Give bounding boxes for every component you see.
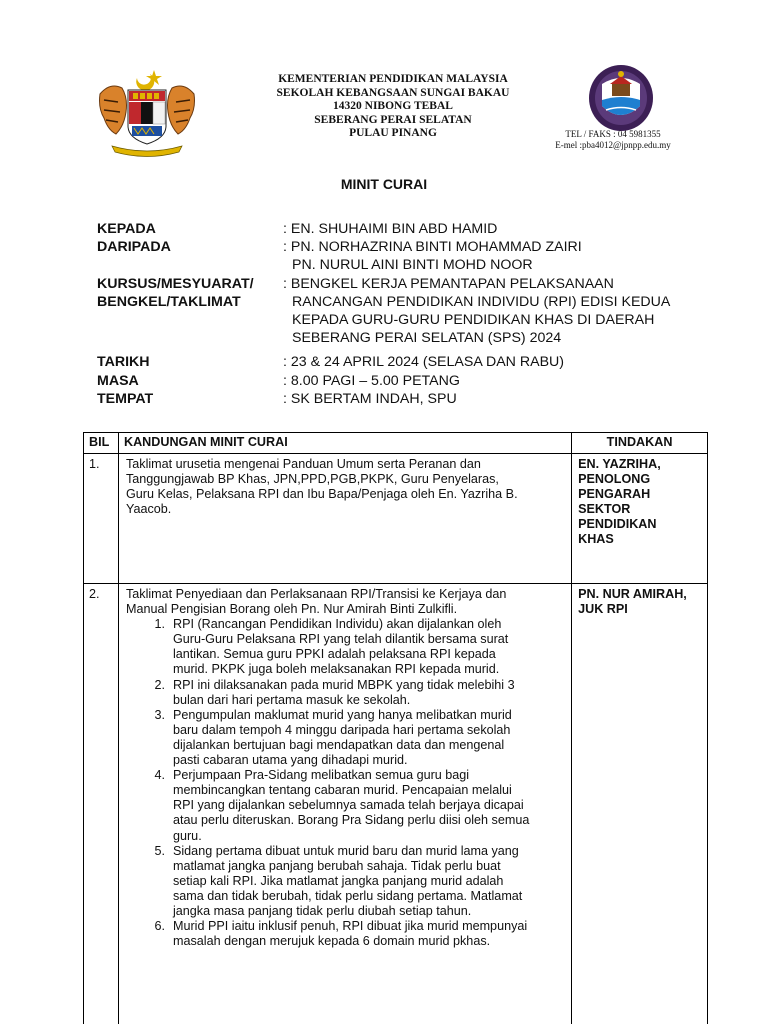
daripada-label: DARIPADA [97, 239, 171, 256]
point-line: setiap kali RPI. Jika matlamat jangka panjang murid adalah [172, 873, 504, 888]
action-line: PENOLONG [578, 472, 651, 487]
header-line: KEMENTERIAN PENDIDIKAN MALAYSIA [278, 73, 508, 85]
kepada-value: : EN. SHUHAIMI BIN ABD HAMID [283, 221, 498, 237]
action-line: PENDIDIKAN [578, 517, 657, 532]
kursus-value: KEPADA GURU-GURU PENDIDIKAN KHAS DI DAERAH [292, 312, 655, 329]
point-line: Guru-Guru Pelaksana RPI yang telah dilantik bersama surat [172, 632, 509, 647]
point-line: RPI ini dilaksanakan pada murid MBPK yang tidak melebihi 3 [172, 677, 515, 692]
row-number: 2. [84, 584, 119, 1024]
list-item [126, 919, 566, 949]
point-line: Perjumpaan Pra-Sidang melibatkan semua guru bagi [172, 768, 470, 783]
point-line: guru. [172, 828, 202, 843]
action-line: PENGARAH [578, 487, 651, 502]
row-action [572, 584, 708, 1024]
meeting-details [97, 220, 717, 408]
kepada-label: KEPADA [97, 221, 156, 237]
point-text [173, 617, 566, 677]
point-number: 2. [154, 677, 165, 692]
point-number: 1. [154, 617, 165, 632]
point-text [173, 919, 566, 949]
kursus-value: RANCANGAN PENDIDIKAN INDIVIDU (RPI) EDISI KEDUA [292, 293, 671, 310]
row-content [118, 454, 571, 584]
list-item [126, 708, 566, 768]
point-line: atau perlu diteruskan. Borang Pra Sidang perlu diisi oleh semua [172, 813, 530, 828]
tarikh-label: TARIKH [97, 354, 150, 371]
kursus-value: SEBERANG PERAI SELATAN (SPS) 2024 [292, 330, 562, 347]
row-content [118, 584, 571, 1024]
kursus-values [283, 275, 717, 348]
coat-of-arms-logo [92, 64, 202, 159]
email-address: E-mel :pba4012@jpnpp.edu.my [555, 140, 671, 150]
header-line: SEKOLAH KEBANGSAAN SUNGAI BAKAU [276, 86, 510, 99]
point-line: baru dalam tempoh 4 minggu daripada hari pertama sekolah [172, 722, 511, 737]
row-number: 1. [84, 454, 119, 584]
tarikh-row [97, 353, 717, 371]
action-line: EN. YAZRIHA, [578, 457, 661, 471]
point-line: bulan dari hari pertama masuk ke sekolah. [172, 692, 411, 707]
daripada-row [97, 238, 717, 274]
header-line: PULAU PINANG [349, 127, 437, 140]
header-line: 14320 NIBONG TEBAL [333, 100, 453, 113]
tempat-row [97, 390, 717, 408]
daripada-values [283, 238, 717, 274]
point-line: Pengumpulan maklumat murid yang hanya melibatkan murid [172, 707, 512, 722]
point-line: RPI yang dijalankan sebelumnya samada telah berjaya dicapai [172, 798, 524, 813]
numbered-points [126, 617, 566, 949]
point-number: 5. [154, 843, 165, 858]
action-line: PN. NUR AMIRAH, [578, 587, 687, 601]
tempat-value: : SK BERTAM INDAH, SPU [283, 390, 457, 407]
point-number: 3. [154, 707, 165, 722]
action-line: KHAS [578, 532, 614, 547]
header-bil: BIL [84, 433, 119, 454]
point-line: pasti cabaran utama yang dihadapi murid. [172, 753, 408, 768]
point-line: Sidang pertama dibuat untuk murid baru dan murid lama yang [172, 843, 519, 858]
content-line: Guru Kelas, Pelaksana RPI dan Ibu Bapa/Penjaga oleh En. Yazriha B. [125, 487, 518, 502]
point-line: dijalankan bertujuan bagi mendapatkan data dan mengenal [172, 737, 505, 752]
point-line: lantikan. Semua guru PPKI adalah pelaksana RPI kepada [172, 647, 496, 662]
point-line: murid. PKPK juga boleh melaksanakan RPI kepada murid. [172, 662, 500, 677]
point-number: 6. [154, 919, 165, 934]
kursus-label-line: KURSUS/MESYUARAT/ [97, 275, 254, 292]
list-item [126, 844, 566, 919]
list-item [126, 617, 566, 677]
daripada-value: PN. NURUL AINI BINTI MOHD NOOR [292, 257, 533, 274]
point-text [173, 678, 566, 708]
tarikh-value: : 23 & 24 APRIL 2024 (SELASA DAN RABU) [283, 354, 564, 371]
school-letterhead [248, 73, 538, 141]
point-line: Murid PPI iaitu inklusif penuh, RPI dibuat jika murid mempunyai [172, 919, 528, 934]
point-line: sama dan tidak berubah, tidak perlu sidang pertama. Matlamat [172, 888, 523, 903]
table-row [84, 584, 708, 1024]
point-text [173, 768, 566, 843]
point-line: membincangkan tentang cabaran murid. Pencapaian melalui [172, 783, 512, 798]
point-line: RPI (Rancangan Pendidikan Individu) akan dijalankan oleh [172, 617, 502, 632]
table-row [84, 454, 708, 584]
minutes-table [83, 432, 708, 1024]
kursus-label-line: BENGKEL/TAKLIMAT [97, 293, 241, 310]
row-action [572, 454, 708, 584]
header-content: KANDUNGAN MINIT CURAI [118, 433, 571, 454]
masa-label: MASA [97, 372, 139, 389]
header-line: SEBERANG PERAI SELATAN [314, 113, 472, 126]
content-line: Taklimat urusetia mengenai Panduan Umum serta Peranan dan [125, 457, 481, 471]
content-line: Tanggungjawab BP Khas, JPN,PPD,PGB,PKPK, Guru Penyelaras, [125, 472, 499, 487]
content-line: Taklimat Penyediaan dan Perlaksanaan RPI/Transisi ke Kerjaya dan [125, 587, 507, 601]
kursus-row [97, 275, 717, 348]
content-line: Yaacob. [125, 502, 172, 517]
table-header-row [84, 433, 708, 454]
point-line: jangka masa panjang tidak perlu diubah setiap tahun. [172, 903, 472, 918]
point-text [173, 844, 566, 919]
point-line: masalah dengan merujuk kepada 6 domain murid pkhas. [172, 934, 491, 949]
tempat-label: TEMPAT [97, 390, 154, 407]
point-line: matlamat jangka panjang berubah sahaja. Tidak perlu buat [172, 858, 501, 873]
point-text [173, 708, 566, 768]
kepada-row [97, 220, 717, 238]
point-number: 4. [154, 768, 165, 783]
content-line: Manual Pengisian Borang oleh Pn. Nur Amirah Binti Zulkifli. [125, 602, 458, 617]
list-item [126, 678, 566, 708]
kursus-label [97, 275, 283, 348]
telephone-fax: TEL / FAKS : 04 5981355 [565, 129, 661, 139]
action-line: SEKTOR [578, 502, 631, 517]
header-action: TINDAKAN [572, 433, 708, 454]
action-line: JUK RPI [578, 602, 628, 617]
list-item [126, 768, 566, 843]
daripada-value: : PN. NORHAZRINA BINTI MOHAMMAD ZAIRI [283, 239, 582, 256]
school-crest-logo [588, 64, 654, 132]
masa-row [97, 372, 717, 390]
contact-info [548, 129, 678, 151]
document-title: MINIT CURAI [340, 176, 428, 192]
masa-value: : 8.00 PAGI – 5.00 PETANG [283, 372, 460, 389]
kursus-value: : BENGKEL KERJA PEMANTAPAN PELAKSANAAN [283, 275, 614, 292]
